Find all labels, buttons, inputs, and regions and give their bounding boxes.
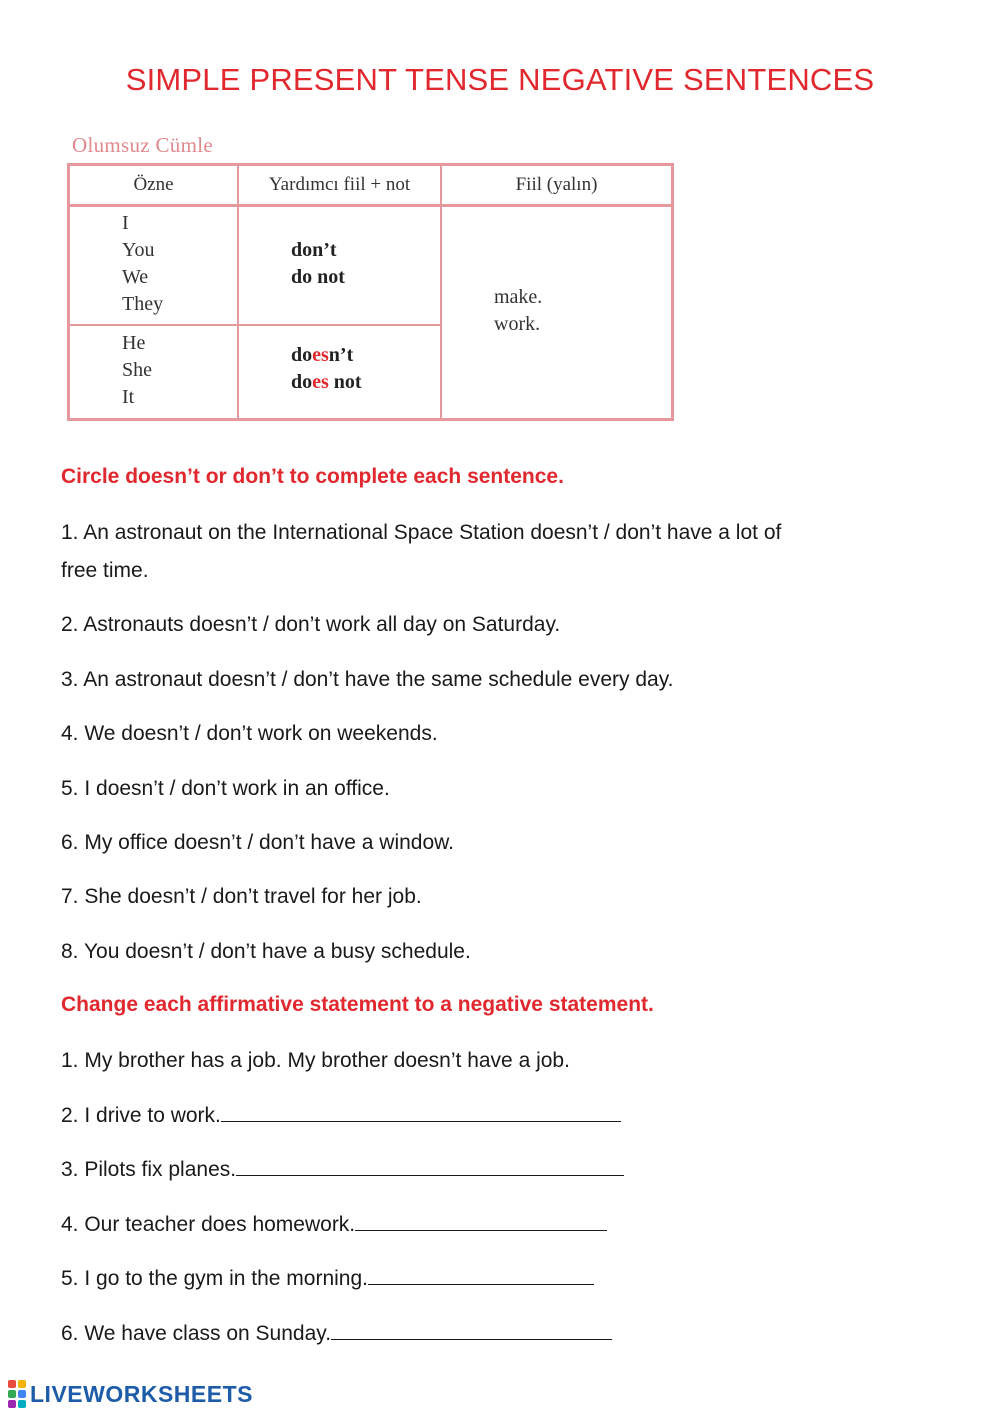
section1-item-3: 3. An astronaut doesn’t / don’t have the same schedule every day. [61, 668, 674, 691]
subject-they: They [122, 293, 164, 315]
table-header-subject: Özne [133, 174, 174, 195]
subject-we: We [122, 266, 149, 288]
section1-item-6: 6. My office doesn’t / don’t have a window. [61, 831, 455, 854]
section2-item-1: 1. My brother has a job. My brother doesn’t have a job. [61, 1049, 570, 1072]
verb-work: work. [494, 313, 541, 335]
aux-does-not [291, 369, 362, 396]
liveworksheets-logo-icon [8, 1380, 26, 1408]
table-subjects-group2 [122, 330, 152, 411]
answer-blank-4[interactable] [355, 1210, 607, 1231]
section2-item-6 [61, 1315, 941, 1353]
table-caption: Olumsuz Cümle [72, 133, 213, 157]
section2-item-2 [61, 1097, 941, 1135]
aux-do-not: do not [291, 266, 345, 288]
section2-item-5 [61, 1260, 941, 1298]
grammar-table [67, 163, 674, 421]
answer-blank-3[interactable] [236, 1155, 624, 1176]
table-subjects-group1 [122, 210, 163, 318]
aux-does-not-post: not [328, 371, 362, 393]
section2-item-5-text: 5. I go to the gym in the morning. [61, 1267, 369, 1290]
subject-i: I [122, 212, 129, 234]
section2-item-3 [61, 1151, 941, 1189]
footer-brand-text[interactable]: LIVEWORKSHEETS [30, 1380, 253, 1407]
table-verbs [494, 284, 542, 338]
section2-heading: Change each affirmative statement to a negative statement. [61, 993, 654, 1016]
logo-square-1 [8, 1380, 16, 1388]
logo-square-6 [18, 1400, 26, 1408]
footer-brand [8, 1380, 253, 1408]
section2-item-4 [61, 1206, 941, 1244]
section2-item-4-text: 4. Our teacher does homework. [61, 1213, 356, 1236]
section1-item-4: 4. We doesn’t / don’t work on weekends. [61, 722, 438, 745]
section2-item-2-text: 2. I drive to work. [61, 1104, 221, 1127]
section1-heading: Circle doesn’t or don’t to complete each sentence. [61, 465, 564, 488]
section2-item-6-text: 6. We have class on Sunday. [61, 1322, 332, 1345]
section1-item-1: 1. An astronaut on the International Space Station doesn’t / don’t have a lot of [61, 521, 782, 544]
aux-does-not-highlight: es [312, 371, 329, 393]
answer-blank-2[interactable] [221, 1101, 621, 1122]
logo-square-5 [8, 1400, 16, 1408]
verb-make: make. [494, 286, 543, 308]
section1-item-2: 2. Astronauts doesn’t / don’t work all day on Saturday. [61, 613, 561, 636]
logo-square-3 [8, 1390, 16, 1398]
subject-you: You [122, 239, 155, 261]
section1-item-8: 8. You doesn’t / don’t have a busy schedule. [61, 940, 471, 963]
section1-item-1-cont: free time. [61, 559, 149, 582]
table-header-verb: Fiil (yalın) [515, 174, 598, 195]
section2-item-3-text: 3. Pilots fix planes. [61, 1158, 237, 1181]
logo-square-2 [18, 1380, 26, 1388]
table-aux-group1 [291, 237, 345, 291]
table-row-divider [70, 324, 442, 326]
subject-she: She [122, 359, 152, 381]
table-aux-group2 [291, 342, 362, 396]
aux-doesnt-post: n’t [328, 344, 354, 366]
table-header-divider [70, 204, 671, 207]
subject-it: It [122, 386, 135, 408]
answer-blank-6[interactable] [331, 1319, 612, 1340]
table-header-auxiliary: Yardımcı fiil + not [268, 174, 411, 195]
logo-square-4 [18, 1390, 26, 1398]
answer-blank-5[interactable] [368, 1264, 594, 1285]
subject-he: He [122, 332, 146, 354]
aux-doesnt-highlight: es [312, 344, 329, 366]
aux-does-not-pre: do [291, 371, 313, 393]
aux-doesnt-pre: do [291, 344, 313, 366]
section1-item-7: 7. She doesn’t / don’t travel for her job. [61, 885, 422, 908]
section1-item-5: 5. I doesn’t / don’t work in an office. [61, 777, 390, 800]
aux-doesnt [291, 342, 362, 369]
page-title: SIMPLE PRESENT TENSE NEGATIVE SENTENCES [125, 62, 875, 97]
aux-dont: don’t [291, 239, 337, 261]
